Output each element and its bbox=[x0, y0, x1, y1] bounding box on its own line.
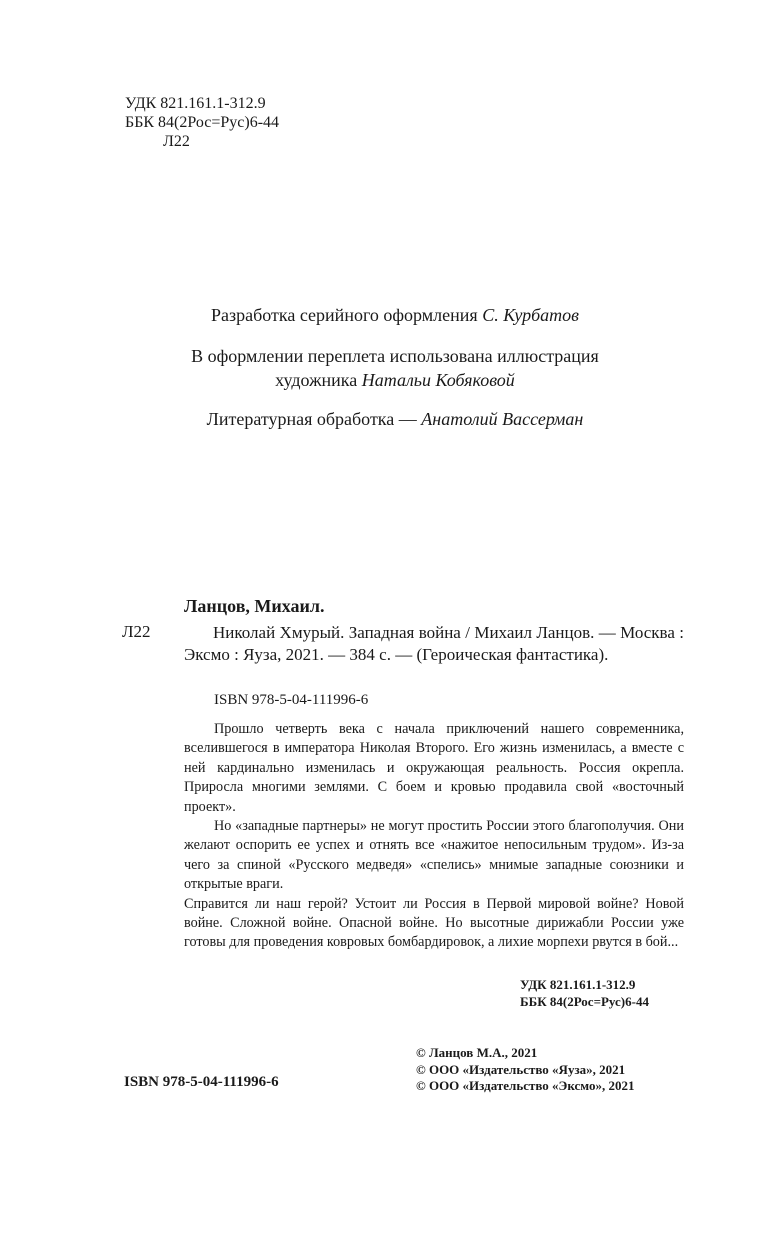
copyright-block bbox=[416, 1045, 635, 1095]
annotation-paragraph-3: Справится ли наш герой? Устоит ли Россия в Первой мировой войне? Новой войне. Сложной войне. Опасной войне. Но высотные дирижабли России уже готовы для проведения ковровых бомбардировок, а лихие морпехи рвутся в бой... bbox=[184, 895, 684, 951]
udk-code-repeat: УДК 821.161.1-312.9 bbox=[520, 977, 636, 992]
udk-code: УДК 821.161.1-312.9 bbox=[125, 95, 266, 112]
bbk-code-repeat: ББК 84(2Рос=Рус)6-44 bbox=[520, 994, 649, 1009]
series-design-prefix: Разработка серийного оформления bbox=[211, 305, 478, 325]
cover-credit-line2 bbox=[0, 368, 768, 392]
copyright-yauza: © ООО «Издательство «Яуза», 2021 bbox=[416, 1061, 626, 1077]
bibliographic-description bbox=[184, 622, 684, 666]
annotation-paragraph-2: Но «западные партнеры» не могут простить России этого благополучия. Они желают оспорить ее успех и отнять все «нажитое непосильным трудом». Из-за чего за спиной «Русского медведя» «спелись» мнимые западные союзники и открытые враги. bbox=[184, 818, 684, 893]
classification-block bbox=[125, 94, 279, 151]
cover-illustration-credit bbox=[0, 344, 768, 392]
author-heading: Ланцов, Михаил. bbox=[184, 596, 325, 616]
classification-repeat bbox=[520, 976, 649, 1010]
literary-name: Анатолий Вассерман bbox=[421, 409, 584, 429]
literary-prefix: Литературная обработка — bbox=[206, 409, 417, 429]
copyright-eksmo: © ООО «Издательство «Эксмо», 2021 bbox=[416, 1078, 635, 1093]
series-design-name: С. Курбатов bbox=[482, 305, 579, 325]
bbk-code: ББК 84(2Рос=Рус)6-44 bbox=[125, 114, 280, 131]
literary-credit bbox=[0, 407, 768, 431]
annotation bbox=[184, 720, 684, 953]
cover-credit-line1: В оформлении переплета использована иллюстрация bbox=[191, 346, 599, 366]
bibliographic-text: Николай Хмурый. Западная война / Михаил Ланцов. — Москва : Эксмо : Яуза, 2021. — 384 с. — (Героическая фантастика). bbox=[184, 623, 684, 664]
isbn-entry: ISBN 978-5-04-111996-6 bbox=[214, 692, 369, 708]
cover-artist-name: Натальи Кобяковой bbox=[361, 370, 515, 390]
cover-credit-prefix: художника bbox=[275, 370, 358, 390]
series-design-credit bbox=[0, 303, 768, 327]
annotation-paragraph-1: Прошло четверть века с начала приключений нашего современника, вселившегося в императора Николая Второго. Его жизнь изменилась, а вместе с ней кардинально изменилась и окружающая реальность. Россия окрепла. Приросла многими землями. С боем и кровью продавила свой «восточный проект». bbox=[184, 721, 684, 815]
isbn-main: ISBN 978-5-04-111996-6 bbox=[124, 1074, 279, 1090]
author-mark: Л22 bbox=[163, 133, 190, 150]
copyright-author: © Ланцов М.А., 2021 bbox=[416, 1045, 538, 1060]
author-mark-left: Л22 bbox=[122, 622, 151, 641]
